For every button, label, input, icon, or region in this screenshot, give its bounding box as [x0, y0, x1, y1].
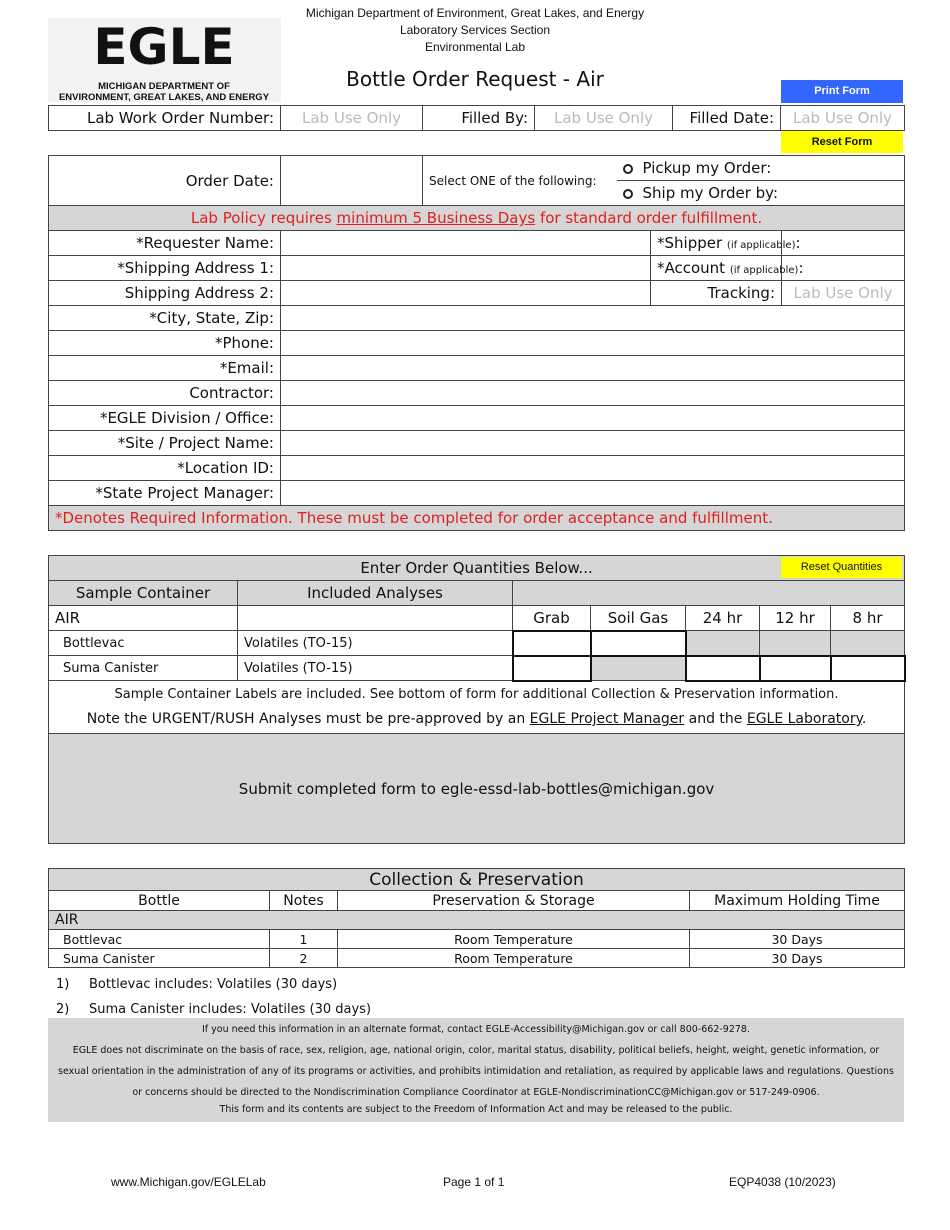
- suma-soilgas-na: [591, 656, 686, 681]
- phone-field[interactable]: [281, 331, 905, 356]
- email-field[interactable]: [281, 356, 905, 381]
- city-state-zip-field[interactable]: [281, 306, 905, 331]
- location-id-field[interactable]: [281, 456, 905, 481]
- filled-date-label: Filled Date:: [673, 106, 781, 131]
- filled-by-label: Filled By:: [423, 106, 535, 131]
- policy-text-post: for standard order fulfillment.: [535, 209, 763, 227]
- bottlevac-12hr-na: [760, 631, 831, 656]
- reset-form-button[interactable]: Reset Form: [781, 131, 903, 153]
- site-project-field[interactable]: [281, 431, 905, 456]
- shipping-address-2-label: Shipping Address 2:: [49, 281, 281, 306]
- col-notes: Notes: [270, 891, 338, 911]
- shipper-if-applicable: (if applicable): [726, 240, 796, 251]
- footnote-text: Bottlevac includes: Volatiles (30 days): [89, 977, 338, 992]
- nondiscrimination-line-2: sexual orientation in the administration of any of its programs or activities, and prohibits intimidation and retaliation, as required by applicable laws and regulations. Questions: [58, 1066, 894, 1077]
- shipper-label: [651, 231, 801, 256]
- footer-page: Page 1 of 1: [443, 1175, 505, 1189]
- col-12hr: 12 hr: [760, 606, 831, 631]
- collection-row-storage: Room Temperature: [338, 949, 690, 968]
- policy-text-pre: Lab Policy requires: [190, 209, 337, 227]
- suma-grab-qty[interactable]: [513, 656, 591, 681]
- ship-label: Ship my Order by:: [642, 184, 778, 202]
- footer-form-id: EQP4038 (10/2023): [729, 1175, 836, 1189]
- footnote-number: 2): [56, 1002, 70, 1017]
- suma-24hr-qty[interactable]: [686, 656, 760, 681]
- policy-banner: [49, 206, 905, 231]
- shipping-address-2-field[interactable]: [281, 281, 651, 306]
- lab-work-order-table: [48, 105, 905, 131]
- account-label: [651, 256, 804, 281]
- collection-table: [48, 868, 905, 968]
- egle-logo: [48, 18, 281, 102]
- accessibility-notice: If you need this information in an alternate format, contact EGLE-Accessibility@Michigan.gov or call 800-662-9278.: [202, 1024, 750, 1035]
- footer-url: www.Michigan.gov/EGLELab: [111, 1175, 266, 1189]
- site-project-label: *Site / Project Name:: [49, 431, 281, 456]
- collection-row-hold: 30 Days: [690, 949, 905, 968]
- col-grab: Grab: [513, 606, 591, 631]
- filled-by-field[interactable]: Lab Use Only: [535, 106, 673, 131]
- agency-header: [260, 5, 690, 56]
- work-order-field[interactable]: Lab Use Only: [281, 106, 423, 131]
- division-office-label: *EGLE Division / Office:: [49, 406, 281, 431]
- submit-instructions: Submit completed form to egle-essd-lab-bottles@michigan.gov: [49, 734, 905, 844]
- shipping-address-1-field[interactable]: [281, 256, 651, 281]
- agency-line-3: Environmental Lab: [424, 40, 526, 54]
- pickup-label: Pickup my Order:: [642, 159, 772, 177]
- collection-matrix-air: AIR: [49, 911, 905, 930]
- collection-row-bottle: Suma Canister: [49, 949, 270, 968]
- foia-notice: This form and its contents are subject to the Freedom of Information Act and may be released to the public.: [219, 1104, 733, 1115]
- reset-quantities-button[interactable]: Reset Quantities: [781, 557, 902, 578]
- collection-row-notes: 1: [270, 930, 338, 949]
- matrix-air-blank: [238, 606, 513, 631]
- collection-row-notes: 2: [270, 949, 338, 968]
- project-manager-field[interactable]: [281, 481, 905, 506]
- select-one-label: Select ONE of the following:: [423, 156, 617, 206]
- print-form-button[interactable]: Print Form: [781, 80, 903, 103]
- suma-analyses: Volatiles (TO-15): [238, 656, 513, 681]
- pickup-radio-icon[interactable]: [623, 164, 633, 174]
- col-holding-time: Maximum Holding Time: [690, 891, 905, 911]
- email-label: *Email:: [49, 356, 281, 381]
- suma-container: Suma Canister: [49, 656, 238, 681]
- col-soil-gas: Soil Gas: [591, 606, 686, 631]
- col-8hr: 8 hr: [831, 606, 905, 631]
- required-note: *Denotes Required Information. These must be completed for order acceptance and fulfillment.: [49, 506, 905, 531]
- footnote-item: [56, 972, 371, 997]
- pickup-option[interactable]: [617, 156, 905, 181]
- rush-note: [55, 707, 898, 731]
- division-office-field[interactable]: [281, 406, 905, 431]
- tracking-label: Tracking:: [651, 281, 782, 306]
- city-state-zip-label: *City, State, Zip:: [49, 306, 281, 331]
- shipper-colon: :: [795, 234, 801, 252]
- account-if-applicable: (if applicable): [729, 265, 799, 276]
- order-date-label: Order Date:: [49, 156, 281, 206]
- quantities-header-blank: [513, 581, 905, 606]
- tracking-field[interactable]: Lab Use Only: [782, 281, 905, 306]
- disclaimer-box: [48, 1018, 904, 1122]
- egle-logo-graphic: [48, 18, 281, 102]
- contractor-field[interactable]: [281, 381, 905, 406]
- requester-name-field[interactable]: [281, 231, 651, 256]
- agency-line-1: Michigan Department of Environment, Great Lakes, and Energy: [305, 6, 645, 20]
- project-manager-link: EGLE Project Manager: [529, 711, 685, 728]
- quantities-notes: [49, 681, 905, 734]
- logo-subtitle-1: MICHIGAN DEPARTMENT OF: [98, 81, 230, 92]
- suma-12hr-qty[interactable]: [760, 656, 831, 681]
- location-id-label: *Location ID:: [49, 456, 281, 481]
- phone-label: *Phone:: [49, 331, 281, 356]
- collection-row-storage: Room Temperature: [338, 930, 690, 949]
- collection-row-bottle: Bottlevac: [49, 930, 270, 949]
- agency-line-2: Laboratory Services Section: [399, 23, 551, 37]
- ship-option[interactable]: [617, 181, 905, 206]
- order-quantities-table: [48, 555, 906, 844]
- bottlevac-8hr-na: [831, 631, 905, 656]
- logo-wordmark: EGLE: [93, 18, 235, 76]
- nondiscrimination-line-1: EGLE does not discriminate on the basis of race, sex, religion, age, national origin, color, marital status, disability, political beliefs, height, weight, genetic information, or: [72, 1045, 880, 1056]
- suma-8hr-qty[interactable]: [831, 656, 905, 681]
- order-info-table: [48, 155, 905, 531]
- ship-radio-icon[interactable]: [623, 189, 633, 199]
- shipper-label-text: *Shipper: [657, 234, 723, 252]
- rush-note-pre: Note the URGENT/RUSH Analyses must be pre-approved by an: [86, 711, 530, 728]
- quantities-title: Enter Order Quantities Below...: [49, 556, 905, 581]
- matrix-air-label: AIR: [49, 606, 238, 631]
- col-24hr: 24 hr: [686, 606, 760, 631]
- account-colon: :: [798, 259, 804, 277]
- requester-name-label: *Requester Name:: [49, 231, 281, 256]
- nondiscrimination-line-3: or concerns should be directed to the Nondiscrimination Compliance Coordinator at EGLE-NondiscriminationCC@Michigan.gov or 517-249-0906.: [132, 1087, 820, 1098]
- account-label-text: *Account: [657, 259, 726, 277]
- footnote-text: Suma Canister includes: Volatiles (30 days): [89, 1002, 372, 1017]
- bottlevac-soilgas-qty[interactable]: [591, 631, 686, 656]
- order-date-field[interactable]: [281, 156, 423, 206]
- rush-note-mid: and the: [684, 711, 747, 728]
- policy-highlight: minimum 5 Business Days: [336, 209, 536, 227]
- work-order-label: Lab Work Order Number:: [49, 106, 281, 131]
- footnote-number: 1): [56, 977, 70, 992]
- shipping-address-1-label: *Shipping Address 1:: [49, 256, 281, 281]
- col-preservation: Preservation & Storage: [338, 891, 690, 911]
- col-bottle: Bottle: [49, 891, 270, 911]
- collection-row-hold: 30 Days: [690, 930, 905, 949]
- contractor-label: Contractor:: [49, 381, 281, 406]
- project-manager-label: *State Project Manager:: [49, 481, 281, 506]
- laboratory-link: EGLE Laboratory: [746, 711, 862, 728]
- form-title: Bottle Order Request - Air: [346, 67, 604, 91]
- filled-date-field[interactable]: Lab Use Only: [781, 106, 905, 131]
- collection-title: Collection & Preservation: [49, 869, 905, 891]
- col-sample-container: Sample Container: [49, 581, 238, 606]
- bottlevac-grab-qty[interactable]: [513, 631, 591, 656]
- bottlevac-container: Bottlevac: [49, 631, 238, 656]
- bottlevac-24hr-na: [686, 631, 760, 656]
- labels-note: Sample Container Labels are included. See bottom of form for additional Collection & Preservation information.: [114, 687, 839, 703]
- logo-subtitle-2: ENVIRONMENT, GREAT LAKES, AND ENERGY: [58, 92, 270, 103]
- rush-note-post: .: [861, 711, 867, 728]
- footnotes: [56, 972, 371, 1022]
- bottlevac-analyses: Volatiles (TO-15): [238, 631, 513, 656]
- col-included-analyses: Included Analyses: [238, 581, 513, 606]
